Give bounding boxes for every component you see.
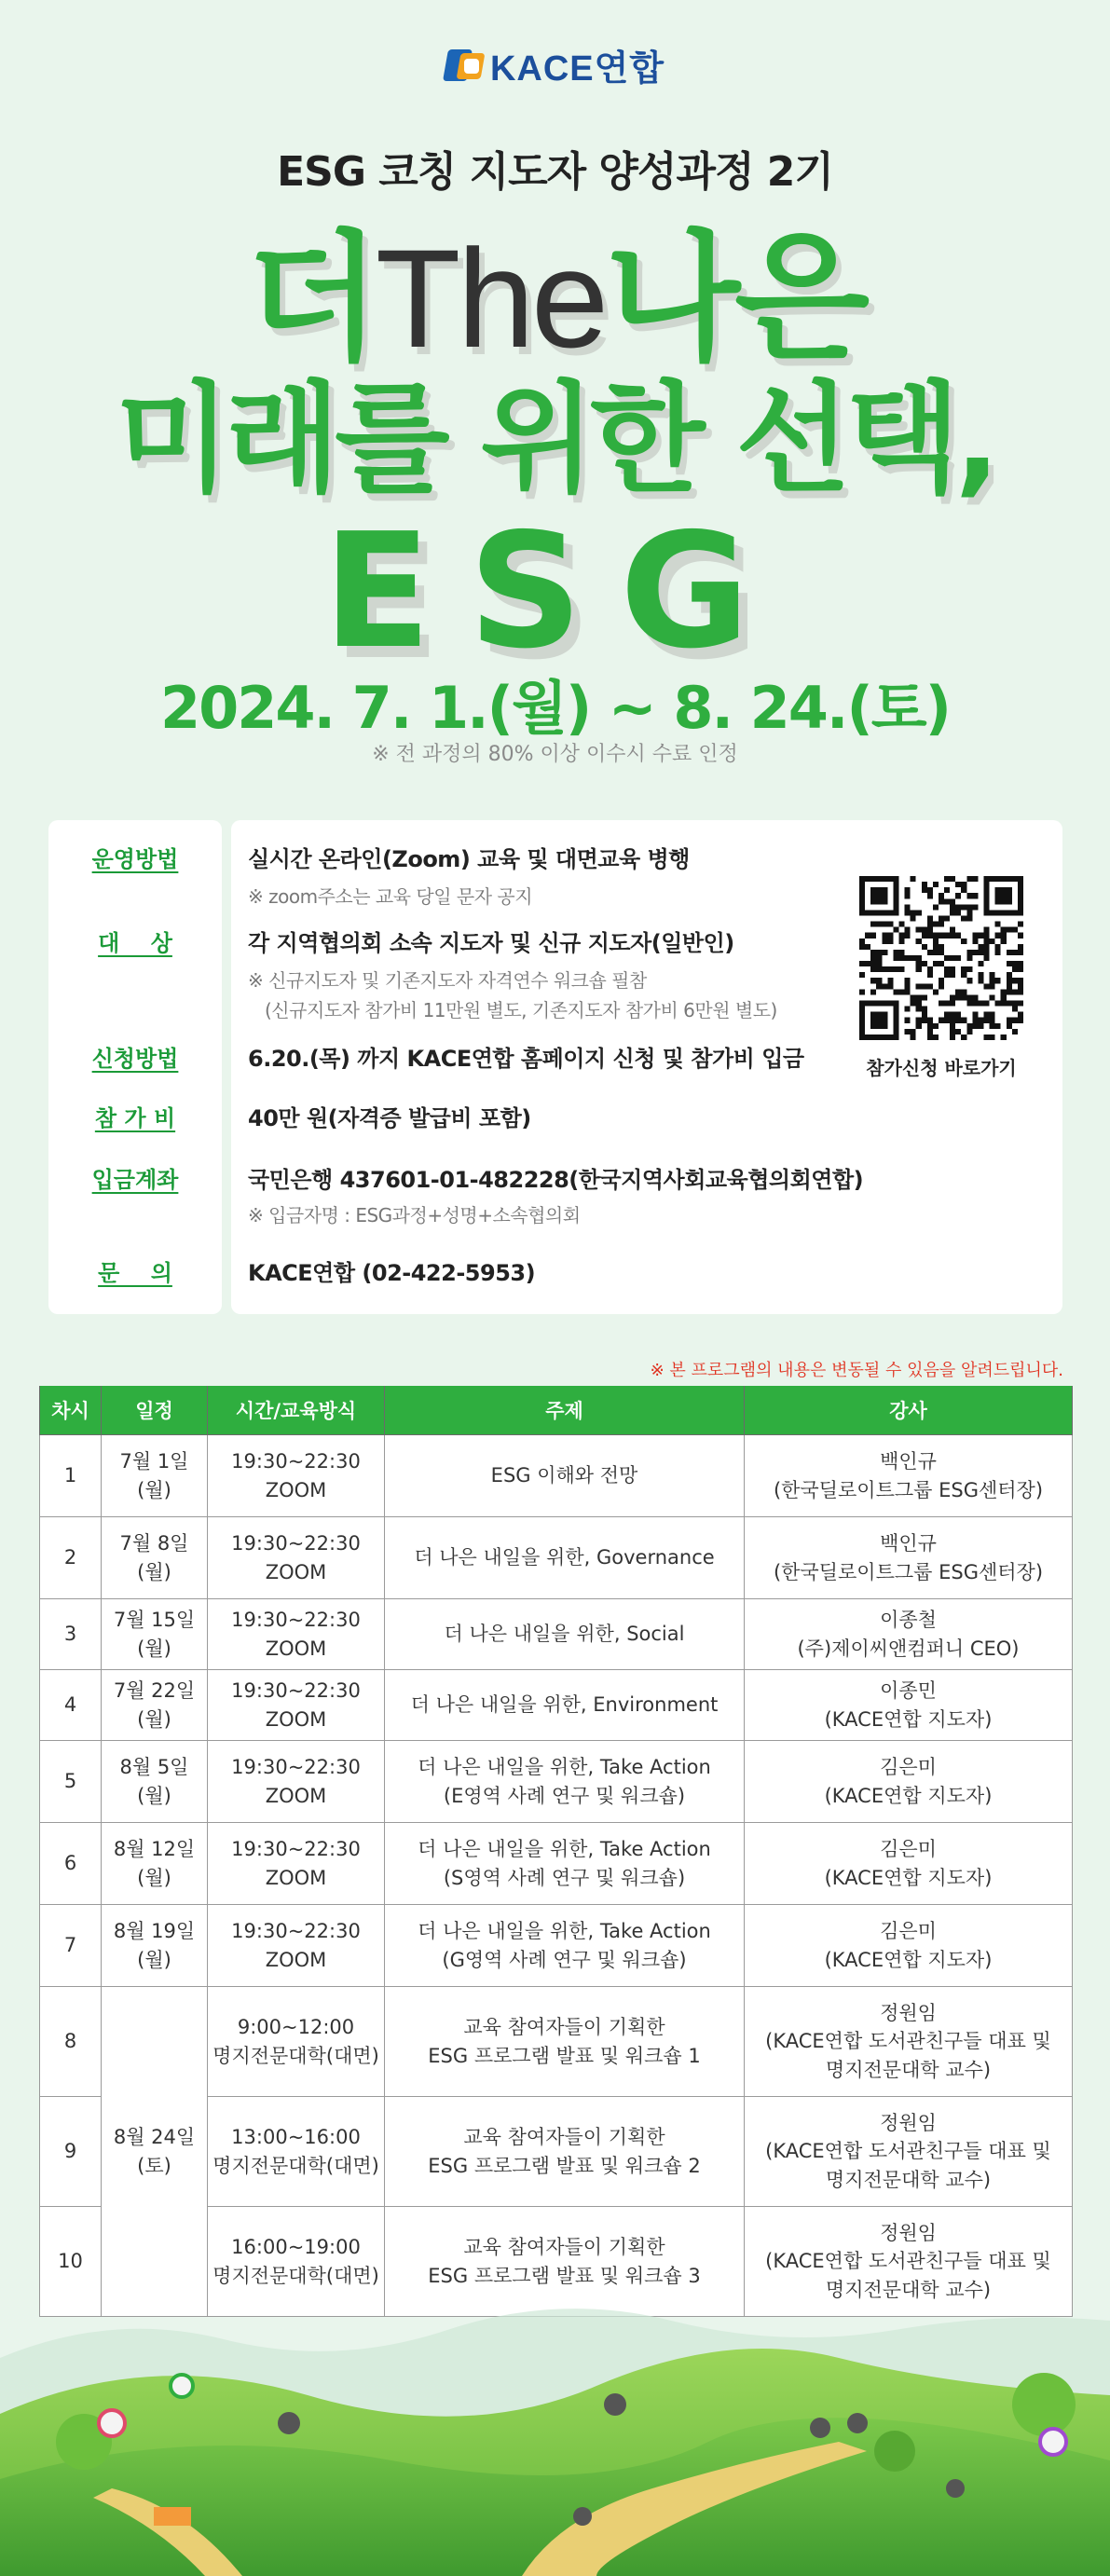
info-value-target: 각 지역협의회 소속 지도자 및 신규 지도자(일반인) — [248, 930, 734, 956]
cell-lecturer — [745, 1987, 1073, 2097]
cell-session: 6 — [40, 1823, 102, 1905]
cell-lecturer — [745, 1823, 1073, 1905]
info-note-method: ※ zoom주소는 교육 당일 문자 공지 — [248, 885, 533, 908]
cell-topic-line: ESG 이해와 전망 — [490, 1464, 638, 1487]
cell-session: 7 — [40, 1905, 102, 1987]
cell-session: 8 — [40, 1987, 102, 2097]
cell-lecturer-line: 정원임 — [880, 2111, 937, 2134]
cell-lecturer-line: (KACE연합 지도자) — [824, 1948, 993, 1971]
table-row — [40, 1670, 1073, 1741]
cell-session: 10 — [40, 2207, 102, 2317]
cell-session: 5 — [40, 1741, 102, 1823]
info-note-target-2: (신규지도자 참가비 11만원 별도, 기존지도자 참가비 6만원 별도) — [265, 999, 777, 1021]
cell-topic — [385, 1905, 745, 1987]
cell-topic-line: 더 나은 내일을 위한, Take Action — [418, 1838, 711, 1861]
header-session: 차시 — [40, 1386, 102, 1435]
cell-date — [102, 1987, 208, 2317]
cell-time — [208, 1741, 385, 1823]
cell-session: 2 — [40, 1517, 102, 1599]
cell-lecturer-line: (KACE연합 도서관친구들 대표 및 — [765, 2140, 1051, 2163]
cell-date — [102, 1823, 208, 1905]
cell-date-line: (월) — [137, 1637, 171, 1660]
cell-time — [208, 1987, 385, 2097]
cell-date — [102, 1599, 208, 1670]
course-title: ESG 코칭 지도자 양성과정 2기 — [277, 148, 833, 196]
cell-time-line: ZOOM — [265, 1637, 327, 1660]
table-row — [40, 1599, 1073, 1670]
cell-lecturer-line: 명지전문대학 교수) — [825, 2168, 992, 2191]
cell-time-line: ZOOM — [265, 1784, 327, 1807]
cell-date-line: 7월 1일 — [119, 1450, 189, 1473]
cell-topic — [385, 1517, 745, 1599]
info-label-target: 대 상 — [98, 930, 172, 956]
cell-time — [208, 1517, 385, 1599]
schedule-table — [39, 1386, 1073, 2317]
cell-topic-line: 교육 참여자들이 기획한 — [463, 2126, 665, 2149]
cell-time-line: 19:30~22:30 — [231, 1609, 361, 1632]
cell-time-line: 명지전문대학(대면) — [212, 2264, 379, 2287]
table-note: ※ 본 프로그램의 내용은 변동될 수 있음을 알려드립니다. — [650, 1361, 1063, 1380]
cell-topic-line: 더 나은 내일을 위한, Take Action — [418, 1920, 711, 1943]
info-label-account: 입금계좌 — [91, 1167, 179, 1193]
cell-time-line: ZOOM — [265, 1478, 327, 1501]
cell-date — [102, 1741, 208, 1823]
cell-lecturer — [745, 1905, 1073, 1987]
cell-topic — [385, 1741, 745, 1823]
cell-date-line: (월) — [137, 1707, 171, 1731]
cell-topic — [385, 1987, 745, 2097]
cell-date-line: (토) — [137, 2154, 171, 2177]
cell-topic — [385, 1435, 745, 1517]
cell-time-line: ZOOM — [265, 1707, 327, 1731]
cell-date-line: (월) — [137, 1560, 171, 1583]
cell-lecturer-line: 김은미 — [880, 1920, 937, 1943]
cell-topic — [385, 2097, 745, 2207]
cell-time-line: ZOOM — [265, 1866, 327, 1889]
cell-topic — [385, 2207, 745, 2317]
cell-time — [208, 1670, 385, 1741]
table-row — [40, 1823, 1073, 1905]
cell-lecturer — [745, 1517, 1073, 1599]
logo-text — [490, 39, 665, 90]
cell-lecturer — [745, 1741, 1073, 1823]
table-row — [40, 1741, 1073, 1823]
cell-date — [102, 1670, 208, 1741]
cell-topic-line: ESG 프로그램 발표 및 워크숍 2 — [428, 2154, 701, 2177]
cell-time — [208, 1599, 385, 1670]
period-note: ※ 전 과정의 80% 이상 이수시 수료 인정 — [372, 743, 738, 766]
cell-lecturer-line: (한국딜로이트그룹 ESG센터장) — [773, 1560, 1044, 1583]
cell-lecturer-line: 이종철 — [880, 1609, 937, 1632]
cell-time — [208, 1823, 385, 1905]
cell-time-line: 19:30~22:30 — [231, 1679, 361, 1703]
cell-time-line: 19:30~22:30 — [231, 1756, 361, 1779]
headline-line1-pre: 더 — [245, 218, 376, 380]
cell-date-line: (월) — [137, 1478, 171, 1501]
cell-lecturer-line: (KACE연합 도서관친구들 대표 및 — [765, 2250, 1051, 2273]
cell-lecturer-line: 명지전문대학 교수) — [825, 2278, 992, 2301]
headline — [0, 218, 1110, 684]
cell-time — [208, 2097, 385, 2207]
cell-session: 3 — [40, 1599, 102, 1670]
cell-session: 4 — [40, 1670, 102, 1741]
cell-topic-line: (E영역 사례 연구 및 워크숍) — [443, 1784, 686, 1807]
cell-date-line: 8월 19일 — [113, 1920, 196, 1943]
logo — [0, 39, 1110, 90]
headline-line1-post: 나은 — [605, 218, 865, 380]
cell-topic-line: 더 나은 내일을 위한, Governance — [414, 1546, 715, 1569]
cell-time-line: 19:30~22:30 — [231, 1838, 361, 1861]
logo-suffix: 연합 — [594, 49, 665, 89]
cell-lecturer-line: 명지전문대학 교수) — [825, 2058, 992, 2081]
cell-lecturer-line: 정원임 — [880, 2221, 937, 2244]
info-value-contact: KACE연합 (02-422-5953) — [248, 1260, 536, 1286]
info-label-fee: 참 가 비 — [94, 1105, 176, 1131]
cell-lecturer-line: 김은미 — [880, 1756, 937, 1779]
cell-time-line: 9:00~12:00 — [237, 2016, 355, 2039]
info-value-account: 국민은행 437601-01-482228(한국지역사회교육협의회연합) — [248, 1167, 864, 1193]
cell-session: 1 — [40, 1435, 102, 1517]
cell-date — [102, 1905, 208, 1987]
headline-line1 — [0, 218, 1110, 380]
cell-date — [102, 1517, 208, 1599]
cell-date-line: 8월 12일 — [113, 1838, 196, 1861]
cell-lecturer-line: (KACE연합 지도자) — [824, 1784, 993, 1807]
cell-date-line: (월) — [137, 1948, 171, 1971]
cell-time-line: 19:30~22:30 — [231, 1450, 361, 1473]
cell-lecturer-line: (KACE연합 지도자) — [824, 1866, 993, 1889]
info-note-target-1: ※ 신규지도자 및 기존지도자 자격연수 워크숍 필참 — [248, 969, 647, 992]
cell-topic-line: 교육 참여자들이 기획한 — [463, 2236, 665, 2259]
cell-time-line: 16:00~19:00 — [231, 2236, 361, 2259]
info-value-fee: 40만 원(자격증 발급비 포함) — [248, 1105, 531, 1131]
headline-line3: ESG — [322, 500, 788, 684]
cell-date-line: 7월 22일 — [113, 1679, 196, 1703]
kace-logo-icon — [445, 46, 485, 85]
info-value-method: 실시간 온라인(Zoom) 교육 및 대면교육 병행 — [248, 846, 690, 872]
table-header-row — [40, 1386, 1073, 1435]
cell-date-line: 8월 24일 — [113, 2126, 196, 2149]
header-time: 시간/교육방식 — [208, 1386, 385, 1435]
cell-time — [208, 2207, 385, 2317]
cell-lecturer-line: (KACE연합 지도자) — [824, 1707, 993, 1731]
cell-time-line: 19:30~22:30 — [231, 1532, 361, 1555]
cell-topic — [385, 1670, 745, 1741]
cell-date-line: (월) — [137, 1784, 171, 1807]
logo-brand: KACE — [489, 49, 595, 89]
table-row — [40, 1435, 1073, 1517]
cell-lecturer — [745, 1670, 1073, 1741]
headline-line1-the: The — [375, 220, 606, 377]
cell-topic-line: 더 나은 내일을 위한, Take Action — [418, 1756, 711, 1779]
cell-time-line: ZOOM — [265, 1948, 327, 1971]
cell-date — [102, 1435, 208, 1517]
cell-lecturer-line: 백인규 — [880, 1450, 937, 1473]
cell-lecturer-line: 정원임 — [880, 2001, 937, 2024]
cell-topic — [385, 1599, 745, 1670]
cell-topic-line: ESG 프로그램 발표 및 워크숍 1 — [428, 2044, 701, 2067]
cell-lecturer-line: 이종민 — [880, 1679, 937, 1703]
header-date: 일정 — [102, 1386, 208, 1435]
cell-time — [208, 1905, 385, 1987]
cell-topic-line: 더 나은 내일을 위한, Social — [444, 1623, 685, 1646]
info-value-apply: 6.20.(목) 까지 KACE연합 홈페이지 신청 및 참가비 입금 — [248, 1046, 804, 1072]
info-label-method: 운영방법 — [91, 846, 179, 872]
table-row — [40, 1905, 1073, 1987]
cell-lecturer — [745, 1435, 1073, 1517]
cell-date-line: 8월 5일 — [119, 1756, 189, 1779]
cell-lecturer — [745, 2097, 1073, 2207]
cell-time — [208, 1435, 385, 1517]
header-lecturer: 강사 — [745, 1386, 1073, 1435]
cell-lecturer-line: 김은미 — [880, 1838, 937, 1861]
cell-lecturer-line: (KACE연합 도서관친구들 대표 및 — [765, 2030, 1051, 2053]
table-row — [40, 1987, 1073, 2097]
cell-topic-line: 더 나은 내일을 위한, Environment — [410, 1693, 719, 1717]
headline-line2: 미래를 위한 선택, — [115, 370, 995, 509]
cell-date-line: 7월 15일 — [113, 1609, 196, 1632]
cell-lecturer — [745, 1599, 1073, 1670]
qr-code-icon — [859, 876, 1023, 1040]
cell-lecturer-line: 백인규 — [880, 1532, 937, 1555]
info-note-account: ※ 입금자명 : ESG과정+성명+소속협의회 — [248, 1204, 581, 1226]
cell-topic — [385, 1823, 745, 1905]
cell-time-line: 19:30~22:30 — [231, 1920, 361, 1943]
qr-caption[interactable]: 참가신청 바로가기 — [866, 1057, 1017, 1079]
cell-topic-line: ESG 프로그램 발표 및 워크숍 3 — [428, 2264, 701, 2287]
cell-time-line: 13:00~16:00 — [231, 2126, 361, 2149]
cell-time-line: 명지전문대학(대면) — [212, 2154, 379, 2177]
info-label-apply: 신청방법 — [91, 1046, 179, 1072]
cell-lecturer-line: (한국딜로이트그룹 ESG센터장) — [773, 1478, 1044, 1501]
cell-topic-line: (G영역 사례 연구 및 워크숍) — [442, 1948, 687, 1971]
period: 2024. 7. 1.(월) ~ 8. 24.(토) — [159, 674, 951, 742]
landscape-illustration — [0, 2302, 1110, 2576]
info-label-contact: 문 의 — [98, 1260, 172, 1286]
cell-date-line: (월) — [137, 1866, 171, 1889]
header-topic: 주제 — [385, 1386, 745, 1435]
table-row — [40, 1517, 1073, 1599]
cell-topic-line: 교육 참여자들이 기획한 — [463, 2016, 665, 2039]
cell-time-line: ZOOM — [265, 1560, 327, 1583]
cell-session: 9 — [40, 2097, 102, 2207]
qr-code[interactable] — [859, 876, 1023, 1040]
cell-lecturer-line: (주)제이씨앤컴퍼니 CEO) — [797, 1637, 1020, 1660]
cell-time-line: 명지전문대학(대면) — [212, 2044, 379, 2067]
cell-topic-line: (S영역 사례 연구 및 워크숍) — [443, 1866, 686, 1889]
cell-date-line: 7월 8일 — [119, 1532, 189, 1555]
cell-lecturer — [745, 2207, 1073, 2317]
